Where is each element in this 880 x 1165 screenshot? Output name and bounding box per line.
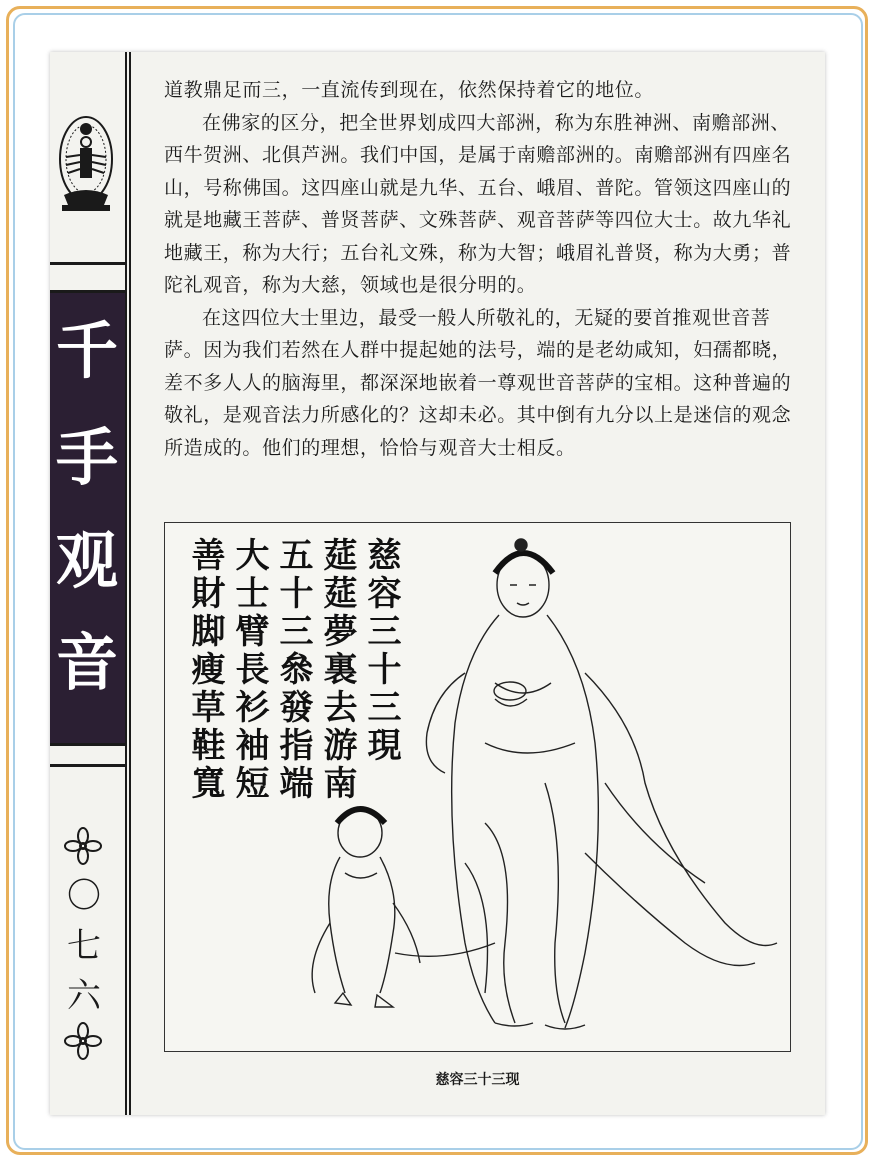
poem-column: 善財脚瘦草鞋寬 xyxy=(185,537,225,803)
book-title-char: 手 xyxy=(55,421,118,494)
poem-column: 大士臂長衫袖短 xyxy=(229,537,269,803)
illustration-panel xyxy=(164,522,791,1052)
book-title-band xyxy=(50,290,125,746)
thousand-hand-guanyin-icon xyxy=(54,107,114,217)
strip-top-panel xyxy=(50,52,125,265)
book-title-char: 观 xyxy=(55,524,118,597)
book-title-char: 千 xyxy=(55,314,118,387)
page-number-char: 〇 xyxy=(67,876,101,916)
paragraph: 在这四位大士里边，最受一般人所敬礼的，无疑的要首推观世音菩萨。因为我们若然在人群中提起她的法号，端的是老幼咸知，妇孺都晓，差不多人人的脑海里，都深深地嵌着一尊观世音菩萨的宝相。这种普遍的敬礼，是观音法力所感化的？这却未必。其中倒有九分以上是迷信的观念所造成的。他们的理想，恰恰与观音大士相反。 xyxy=(164,306,792,459)
paragraph: 道教鼎足而三，一直流传到现在，依然保持着它的地位。 xyxy=(164,79,655,101)
strip-separator xyxy=(50,764,125,767)
book-title-char: 音 xyxy=(55,626,118,699)
flower-ornament-icon xyxy=(64,1022,102,1060)
strip-border-line xyxy=(125,52,127,1115)
strip-border-line-inner xyxy=(129,52,131,1115)
flower-ornament-icon xyxy=(64,827,102,865)
poem-column: 慈容三十三現 xyxy=(361,537,401,765)
page-number-char: 六 xyxy=(67,976,101,1016)
paragraph: 在佛家的区分，把全世界划成四大部洲，称为东胜神洲、南赡部洲、西牛贺洲、北俱芦洲。我们中国，是属于南赡部洲的。南赡部洲有四座名山，号称佛国。这四座山就是九华、五台、峨眉、普陀。管领这四座山的就是地藏王菩萨、普贤菩萨、文殊菩萨、观音菩萨等四位大士。故九华礼地藏王，称为大行；五台礼文殊，称为大智；峨眉礼普贤，称为大勇；普陀礼观音，称为大慈，领域也是很分明的。 xyxy=(164,111,792,296)
poem-column: 莚莚夢裏去游南 xyxy=(317,537,357,803)
page-number-char: 七 xyxy=(67,926,101,966)
illustration-caption: 慈容三十三现 xyxy=(435,1072,520,1088)
book-page xyxy=(50,52,825,1115)
body-text xyxy=(164,74,804,464)
poem-column: 五十三叅發指端 xyxy=(273,537,313,803)
